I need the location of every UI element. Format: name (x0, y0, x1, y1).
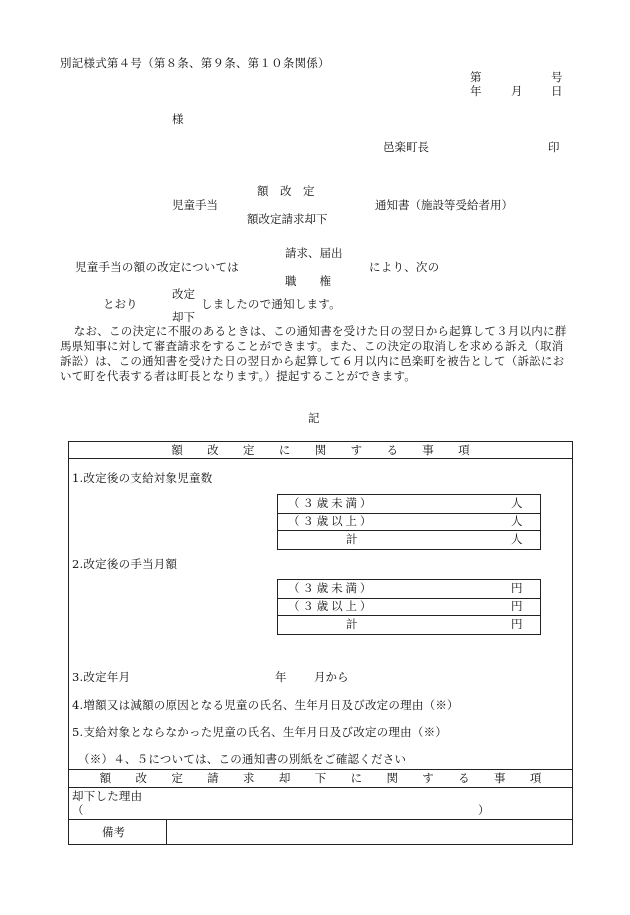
item5-label: 5.支給対象とならなかった児童の氏名、生年月日及び改定の理由（※） (72, 725, 448, 739)
amount-total-unit: 円 (511, 617, 523, 631)
table-row (278, 513, 540, 530)
recipient-suffix: 様 (172, 112, 184, 126)
amount-over3-label: （３歳以上） (288, 599, 375, 613)
remarks-label: 備考 (102, 825, 125, 839)
item3-year: 年 (275, 670, 287, 684)
body-line1-end: により、次の (369, 260, 440, 274)
monthly-amount-table (277, 579, 541, 635)
amount-under3-unit: 円 (511, 581, 523, 595)
children-count-table (277, 494, 541, 550)
date-year: 年 (470, 84, 482, 98)
children-over3-unit: 人 (511, 514, 523, 528)
details-table (68, 441, 573, 845)
footnote: （※）４、５については、この通知書の別紙をご確認ください (78, 752, 407, 766)
reason-open-paren: （ (72, 803, 84, 817)
seal-mark: 印 (548, 140, 560, 154)
ki-label: 記 (308, 411, 320, 425)
item4-label: 4.増額又は減額の原因となる児童の氏名、生年月日及び改定の理由（※） (72, 698, 459, 712)
amount-total-label: 計 (346, 617, 358, 631)
reason-option-request: 請求、届出 (285, 246, 343, 260)
number-prefix: 第 (470, 70, 482, 84)
action-option-revision: 改定 (172, 287, 195, 301)
rejection-section-header: 額 改 定 請 求 却 下 に 関 す る 事 項 (99, 771, 552, 785)
children-total-label: 計 (346, 532, 358, 546)
table-row (278, 496, 540, 512)
table-row (278, 581, 540, 597)
date-day: 日 (551, 84, 563, 98)
amount-over3-unit: 円 (511, 599, 523, 613)
reason-option-authority: 職 権 (285, 274, 331, 288)
item2-label: 2.改定後の手当月額 (72, 557, 178, 571)
revision-section-header: 額 改 定 に 関 す る 事 項 (171, 443, 481, 457)
body-line1-start: 児童手当の額の改定については (75, 260, 239, 274)
item3-month: 月から (314, 670, 349, 684)
date-month: 月 (511, 84, 523, 98)
table-row (278, 530, 540, 547)
amount-under3-label: （３歳未満） (288, 581, 375, 595)
number-suffix: 号 (551, 70, 563, 84)
body-line2-end: しましたので通知します。 (201, 297, 341, 311)
item1-label: 1.改定後の支給対象児童数 (72, 471, 213, 485)
table-row (278, 598, 540, 615)
title-option-revision: 額 改 定 (257, 184, 315, 198)
table-row (278, 615, 540, 632)
body-line2-start: とおり (103, 297, 138, 311)
issuer-name: 邑楽町長 (383, 140, 429, 154)
title-option-rejection: 額改定請求却下 (247, 212, 328, 226)
rejection-reason-label: 却下した理由 (72, 789, 143, 803)
action-option-rejection: 却下 (172, 310, 195, 324)
form-number: 別記様式第４号（第８条、第９条、第１０条関係） (60, 56, 330, 70)
appeal-note: なお、この決定に不服のあるときは、この通知書を受けた日の翌日から起算して３月以内に群馬県知事に対して審査請求をすることができます。また、この決定の取消しを求める訴え（取消訴訟）は、この通知書を受けた日の翌日から起算して６月以内に邑楽町を被告として（訴訟において町を代表する者は町長となります。）提起することができます。 (60, 324, 567, 383)
children-under3-unit: 人 (511, 496, 523, 510)
title-suffix: 通知書（施設等受給者用） (375, 198, 513, 212)
children-total-unit: 人 (511, 532, 523, 546)
reason-close-paren: ） (478, 803, 490, 817)
children-over3-label: （３歳以上） (288, 514, 375, 528)
children-under3-label: （３歳未満） (288, 496, 375, 510)
item3-label: 3.改定年月 (72, 670, 131, 684)
title-prefix: 児童手当 (172, 198, 218, 212)
